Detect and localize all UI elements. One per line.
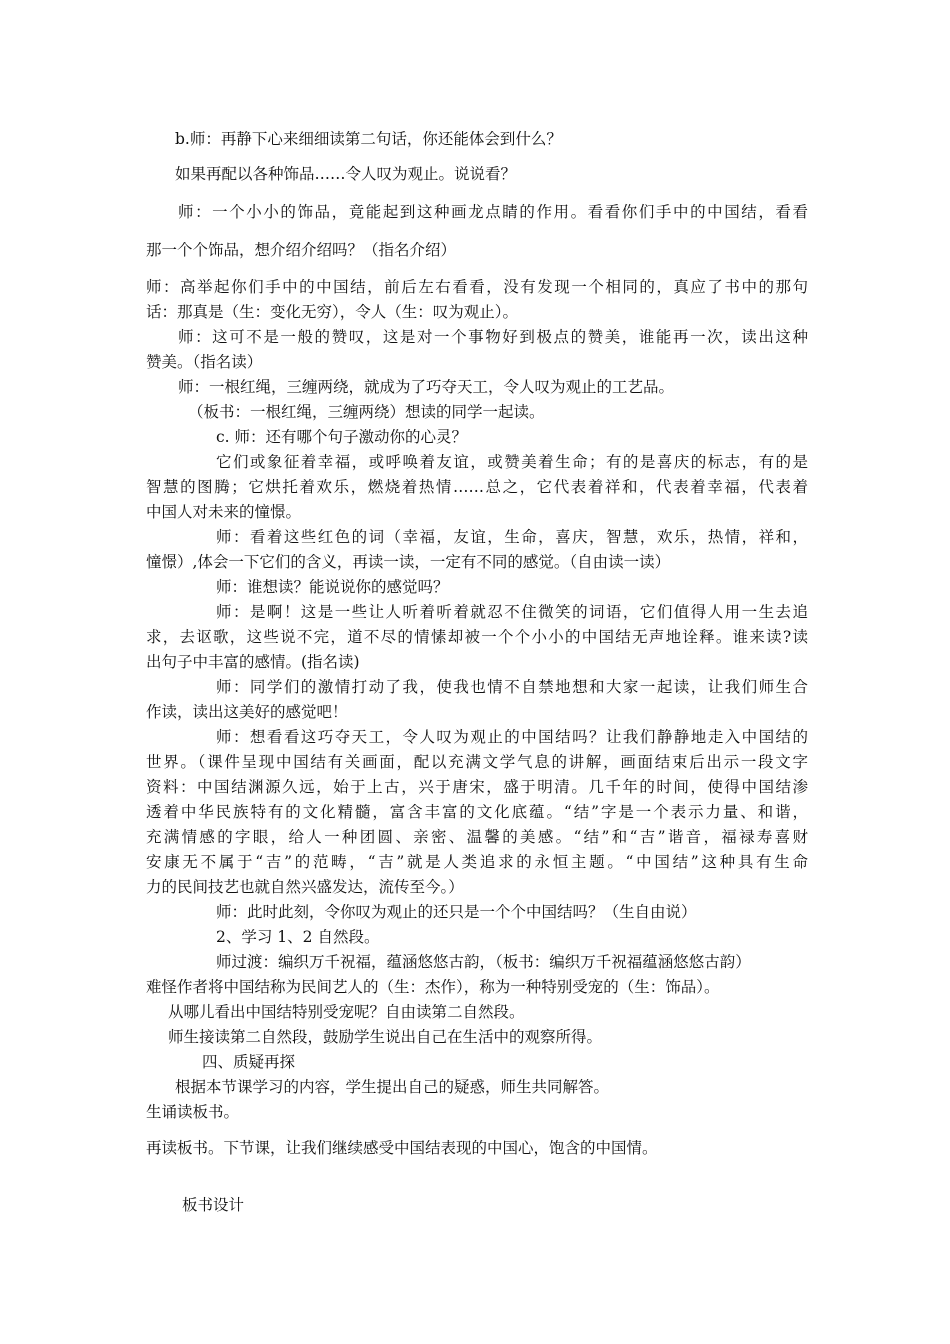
text-line: 师：此时此刻，令你叹为观止的还只是一个个中国结吗？（生自由说） — [216, 903, 697, 921]
text-line: 安康无不属于“吉”的范畴，“吉”就是人类追求的永恒主题。“中国结”这种具有生命 — [146, 853, 808, 871]
text-line: 师：高举起你们手中的中国结，前后左右看看，没有发现一个相同的，真应了书中的那句 — [146, 278, 808, 296]
text-line: 透着中华民族特有的文化精髓，富含丰富的文化底蕴。“结”字是一个表示力量、和谐， — [146, 803, 808, 821]
text-line: 师：是啊！这是一些让人听着听着就忍不住微笑的词语，它们值得人用一生去追 — [216, 603, 808, 621]
text-line: 师：想看看这巧夺天工，令人叹为观止的中国结吗？让我们静静地走入中国结的 — [216, 728, 808, 746]
text-line: c. 师：还有哪个句子激动你的心灵？ — [216, 428, 468, 446]
text-line: 资料：中国结渊源久远，始于上古，兴于唐宋，盛于明清。几千年的时间，使得中国结渗 — [146, 778, 808, 796]
text-line: 师：一根红绳，三缠两绕，就成为了巧夺天工，令人叹为观止的工艺品。 — [178, 378, 675, 396]
text-line: 师：这可不是一般的赞叹，这是对一个事物好到极点的赞美，谁能再一次，读出这种 — [178, 328, 808, 346]
text-line: 难怪作者将中国结称为民间艺人的（生：杰作），称为一种特别受宠的（生：饰品）。 — [146, 978, 720, 996]
text-line: （板书：一根红绳，三缠两绕）想读的同学一起读。 — [188, 403, 545, 421]
section-heading: 四、质疑再探 — [202, 1053, 296, 1071]
text-line: 中国人对未来的憧憬。 — [146, 503, 302, 521]
text-line: 智慧的图腾；它烘托着欢乐，燃烧着热情……总之，它代表着祥和，代表着幸福，代表着 — [146, 478, 808, 496]
text-line: 生诵读板书。 — [146, 1103, 240, 1121]
text-line: 充满情感的字眼，给人一种团圆、亲密、温馨的美感。“结”和“吉”谐音，福禄寿喜财 — [146, 828, 808, 846]
text-line: 世界。（课件呈现中国结有关画面，配以充满文学气息的讲解，画面结束后出示一段文字 — [146, 753, 808, 771]
text-line: 如果再配以各种饰品……令人叹为观止。说说看？ — [175, 165, 517, 183]
text-line: 师过渡：编织万千祝福，蕴涵悠悠古韵，（板书：编织万千祝福蕴涵悠悠古韵） — [216, 953, 751, 971]
text-line: 话：那真是（生：变化无穷），令人（生：叹为观止）。 — [146, 303, 519, 321]
text-line: 师：一个小小的饰品，竟能起到这种画龙点睛的作用。看看你们手中的中国结，看看 — [178, 203, 808, 221]
text-line: 那一个个饰品，想介绍介绍吗？（指名介绍） — [146, 241, 457, 259]
text-line: 师：同学们的激情打动了我，使我也情不自禁地想和大家一起读，让我们师生合 — [216, 678, 808, 696]
text-line: 从哪儿看出中国结特别受宠呢？自由读第二自然段。 — [168, 1003, 525, 1021]
text-line: b.师：再静下心来细细读第二句话，你还能体会到什么？ — [175, 130, 562, 148]
text-line: 作读，读出这美好的感觉吧！ — [146, 703, 348, 721]
text-line: 师：谁想读？能说说你的感觉吗？ — [216, 578, 449, 596]
text-line: 力的民间技艺也就自然兴盛发达，流传至今。） — [146, 878, 464, 896]
section-heading: 板书设计 — [182, 1196, 245, 1214]
text-line: 2、学习 1、2 自然段。 — [216, 928, 380, 946]
text-line: 出句子中丰富的感情。(指名读) — [146, 653, 360, 671]
text-line: 赞美。（指名读） — [146, 353, 263, 371]
text-line: 师生接读第二自然段，鼓励学生说出自己在生活中的观察所得。 — [168, 1028, 603, 1046]
text-line: 憧憬）,体会一下它们的含义，再读一读，一定有不同的感觉。（自由读一读） — [146, 553, 671, 571]
text-line: 根据本节课学习的内容，学生提出自己的疑惑，师生共同解答。 — [175, 1078, 610, 1096]
text-line: 再读板书。下节课，让我们继续感受中国结表现的中国心，饱含的中国情。 — [146, 1139, 658, 1157]
text-line: 师：看着这些红色的词（幸福，友谊，生命，喜庆，智慧，欢乐，热情，祥和， — [216, 528, 808, 546]
text-line: 它们或象征着幸福，或呼唤着友谊，或赞美着生命；有的是喜庆的标志，有的是 — [216, 453, 808, 471]
text-line: 求，去讴歌，这些说不完，道不尽的情愫却被一个个小小的中国结无声地诠释。谁来读?读 — [146, 628, 808, 646]
